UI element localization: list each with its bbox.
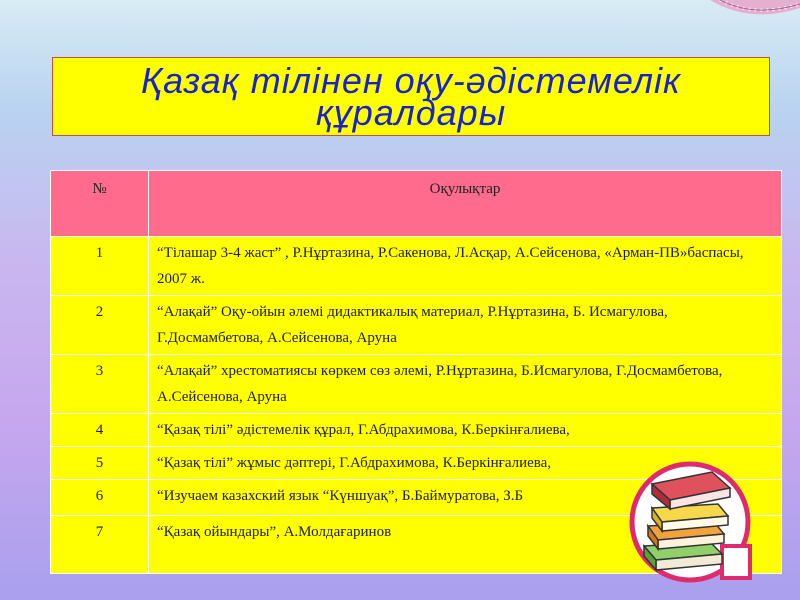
title-box bbox=[52, 57, 770, 136]
row-text: “Қазақ ойындары”, А.Молдағаринов bbox=[149, 516, 782, 574]
stacked-books-icon bbox=[622, 450, 757, 585]
row-number: 7 bbox=[51, 516, 149, 574]
row-text: “Алақай” Оқу-ойын әлемі дидактикалық материал, Р.Нұртазина, Б. Исмагулова, Г.Досмамбетова, А.Сейсенова, Аруна bbox=[149, 296, 782, 355]
table-row bbox=[51, 414, 782, 447]
row-number: 3 bbox=[51, 355, 149, 414]
row-number: 1 bbox=[51, 237, 149, 296]
row-text: “Изучаем казахский язык “Күншуақ”, Б.Баймуратова, З.Б bbox=[149, 480, 782, 516]
header-books: Оқулықтар bbox=[149, 171, 782, 237]
row-text: “Қазақ тілі” әдістемелік құрал, Г.Абдрахимова, К.Беркінғалиева, bbox=[149, 414, 782, 447]
row-number: 4 bbox=[51, 414, 149, 447]
table-row bbox=[51, 355, 782, 414]
row-number: 2 bbox=[51, 296, 149, 355]
header-number: № bbox=[51, 171, 149, 237]
row-text: “Тілашар 3-4 жаст” , Р.Нұртазина, Р.Сакенова, Л.Асқар, А.Сейсенова, «Арман-ПВ»баспасы, 2007 ж. bbox=[149, 237, 782, 296]
table-header-row bbox=[51, 171, 782, 237]
row-text: “Алақай” хрестоматиясы көркем сөз әлемі, Р.Нұртазина, Б.Исмагулова, Г.Досмамбетова, А.Сейсенова, Аруна bbox=[149, 355, 782, 414]
row-text: “Қазақ тілі” жұмыс дәптері, Г.Абдрахимова, К.Беркінғалиева, bbox=[149, 447, 782, 480]
row-number: 6 bbox=[51, 480, 149, 516]
slide-title: Қазақ тілінен оқу-әдістемелік құралдары bbox=[140, 59, 682, 133]
tape-measure-ornament-icon bbox=[680, 0, 800, 30]
row-number: 5 bbox=[51, 447, 149, 480]
table-row bbox=[51, 237, 782, 296]
table-row bbox=[51, 296, 782, 355]
